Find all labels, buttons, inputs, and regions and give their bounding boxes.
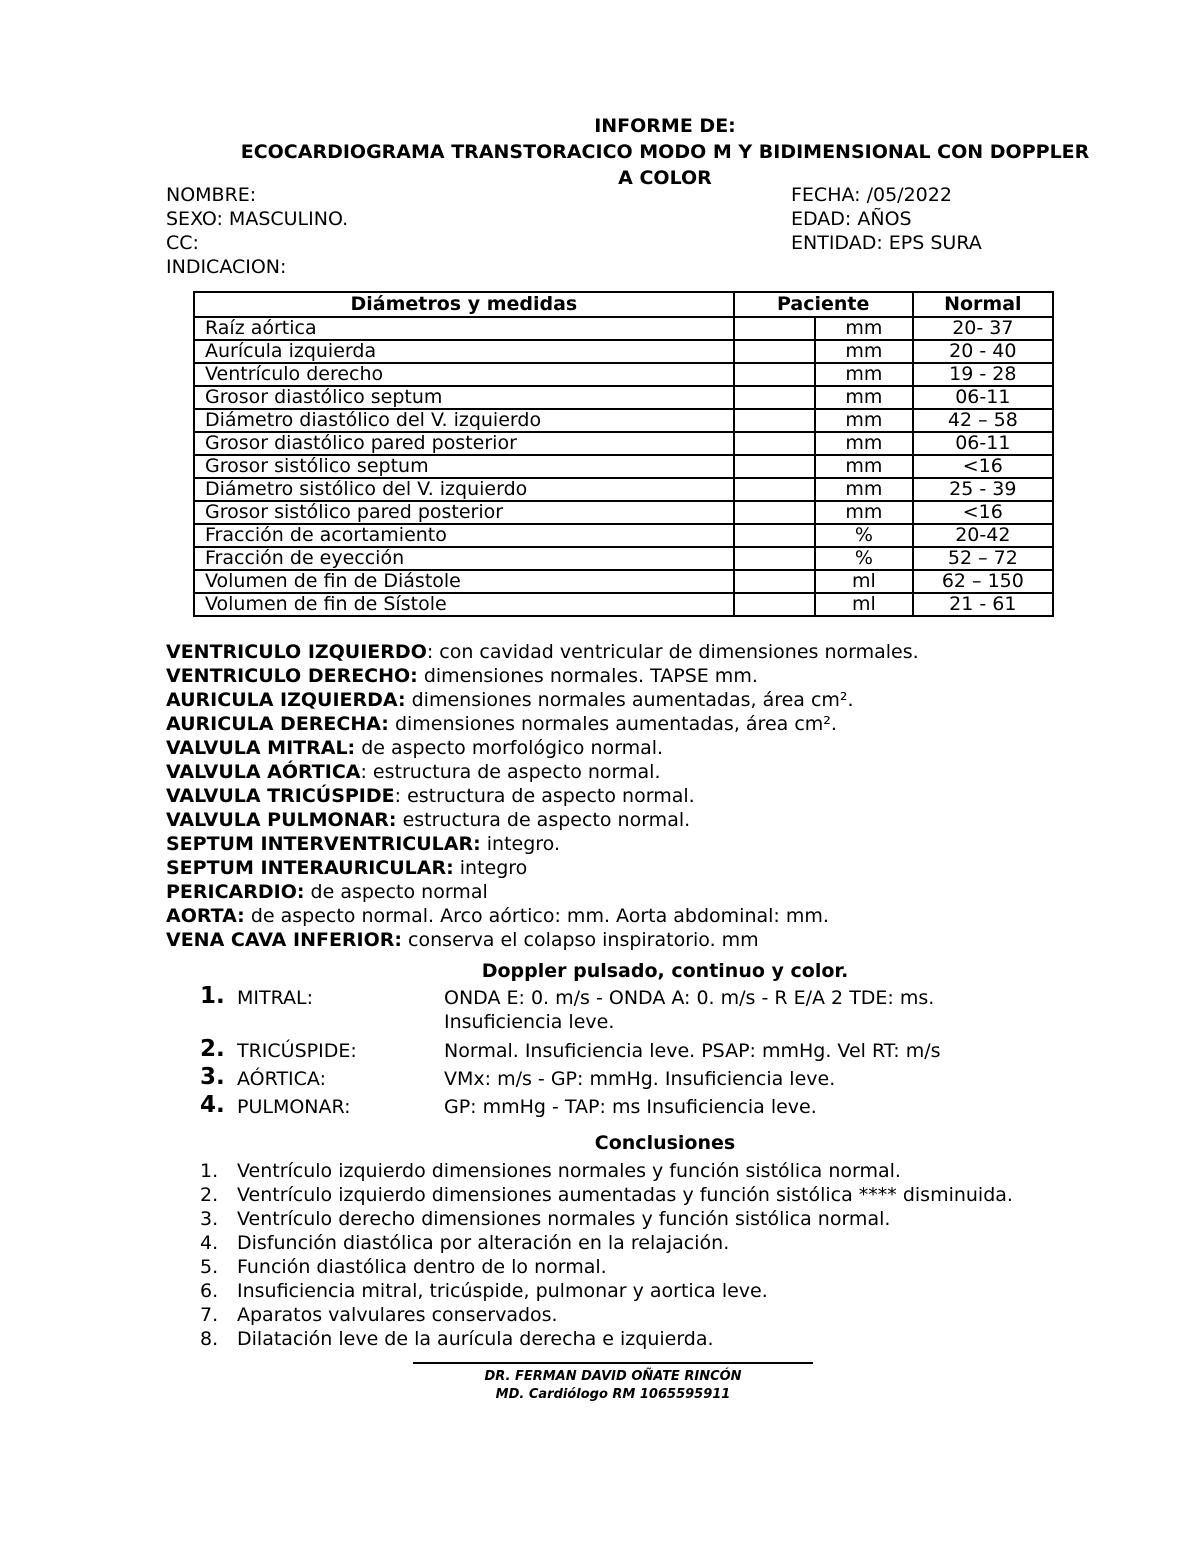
measure-value	[734, 363, 815, 386]
measurements-table	[193, 291, 1054, 617]
measure-value	[734, 409, 815, 432]
finding-label: VALVULA MITRAL:	[166, 737, 356, 759]
patient-age: EDAD: AÑOS	[791, 208, 912, 230]
doppler-value	[444, 986, 934, 1034]
finding-label: SEPTUM INTERAURICULAR:	[166, 857, 454, 879]
measure-unit: mm	[815, 455, 913, 478]
measure-value	[734, 593, 815, 616]
measure-normal: 52 – 72	[913, 547, 1053, 570]
finding-item	[166, 760, 919, 784]
measure-value	[734, 570, 815, 593]
doppler-value-line: ONDA E: 0. m/s - ONDA A: 0. m/s - R E/A 2 TDE: ms.	[444, 987, 935, 1009]
measure-normal: <16	[913, 501, 1053, 524]
conclusion-text: Ventrículo izquierdo dimensiones aumentadas y función sistólica **** disminuida.	[237, 1184, 1013, 1206]
conclusion-text: Dilatación leve de la aurícula derecha e izquierda.	[237, 1328, 714, 1350]
finding-text: de aspecto morfológico normal.	[355, 737, 664, 759]
finding-text: dimensiones normales. TAPSE mm.	[417, 665, 758, 687]
patient-entity: ENTIDAD: EPS SURA	[791, 232, 982, 254]
measure-unit: ml	[815, 570, 913, 593]
measure-normal: 42 – 58	[913, 409, 1053, 432]
finding-item	[166, 664, 919, 688]
finding-item	[166, 904, 919, 928]
title-line-2: ECOCARDIOGRAMA TRANSTORACICO MODO M Y BIDIMENSIONAL CON DOPPLER	[240, 141, 1090, 163]
doppler-number: 1.	[200, 983, 225, 1009]
table-row	[194, 570, 1053, 593]
conclusion-number: 5.	[200, 1256, 219, 1278]
finding-label: SEPTUM INTERVENTRICULAR:	[166, 833, 481, 855]
doppler-valve: MITRAL:	[237, 987, 314, 1009]
finding-text: conserva el colapso inspiratorio. mm	[402, 929, 759, 951]
header-normal: Normal	[913, 292, 1053, 317]
finding-label: VALVULA AÓRTICA	[166, 761, 361, 783]
report-date: FECHA: /05/2022	[791, 184, 952, 206]
finding-text: de aspecto normal	[304, 881, 488, 903]
finding-item	[166, 928, 919, 952]
finding-text: integro.	[480, 833, 560, 855]
finding-text: integro	[453, 857, 528, 879]
measure-normal: 20- 37	[913, 317, 1053, 340]
conclusion-text: Aparatos valvulares conservados.	[237, 1304, 558, 1326]
finding-text: : estructura de aspecto normal.	[360, 761, 661, 783]
measure-value	[734, 455, 815, 478]
measure-unit: %	[815, 547, 913, 570]
table-row	[194, 524, 1053, 547]
measure-label: Fracción de acortamiento	[194, 524, 734, 547]
measure-unit: mm	[815, 317, 913, 340]
table-row	[194, 340, 1053, 363]
finding-item	[166, 832, 919, 856]
conclusion-text: Ventrículo derecho dimensiones normales y función sistólica normal.	[237, 1208, 891, 1230]
measure-label: Volumen de fin de Diástole	[194, 570, 734, 593]
patient-indication: INDICACION:	[166, 256, 287, 278]
doppler-title: Doppler pulsado, continuo y color.	[481, 960, 849, 982]
conclusion-number: 6.	[200, 1280, 219, 1302]
patient-id: CC:	[166, 232, 199, 254]
doctor-title: MD. Cardiólogo RM 1065595911	[495, 1387, 731, 1402]
table-row	[194, 409, 1053, 432]
measure-value	[734, 547, 815, 570]
conclusion-text: Disfunción diastólica por alteración en la relajación.	[237, 1232, 730, 1254]
finding-label: PERICARDIO:	[166, 881, 305, 903]
measure-label: Aurícula izquierda	[194, 340, 734, 363]
findings-list	[166, 640, 919, 952]
doppler-value-line-2: Insuficiencia leve.	[444, 1011, 615, 1033]
table-row	[194, 501, 1053, 524]
finding-item	[166, 880, 919, 904]
header-diametros: Diámetros y medidas	[194, 292, 734, 317]
finding-item	[166, 640, 919, 664]
finding-text: de aspecto normal. Arco aórtico: mm. Aorta abdominal: mm.	[244, 905, 829, 927]
measure-label: Diámetro diastólico del V. izquierdo	[194, 409, 734, 432]
table-row	[194, 386, 1053, 409]
finding-label: VENTRICULO DERECHO:	[166, 665, 418, 687]
finding-label: AURICULA DERECHA:	[166, 713, 389, 735]
measure-normal: 20 - 40	[913, 340, 1053, 363]
finding-text: : estructura de aspecto normal.	[394, 785, 695, 807]
measure-value	[734, 478, 815, 501]
measure-value	[734, 501, 815, 524]
table-row	[194, 593, 1053, 616]
measure-unit: %	[815, 524, 913, 547]
doctor-name: DR. FERMAN DAVID OÑATE RINCÓN	[484, 1369, 742, 1384]
patient-sex: SEXO: MASCULINO.	[166, 208, 349, 230]
measure-normal: 21 - 61	[913, 593, 1053, 616]
measure-label: Diámetro sistólico del V. izquierdo	[194, 478, 734, 501]
measure-normal: <16	[913, 455, 1053, 478]
measure-unit: mm	[815, 478, 913, 501]
measure-normal: 06-11	[913, 432, 1053, 455]
table-row	[194, 363, 1053, 386]
table-row	[194, 478, 1053, 501]
measure-unit: mm	[815, 340, 913, 363]
patient-info-right	[791, 183, 982, 255]
finding-text: dimensiones normales aumentadas, área cm².	[405, 689, 854, 711]
doppler-number: 3.	[200, 1064, 225, 1090]
finding-label: AORTA:	[166, 905, 245, 927]
header-paciente: Paciente	[734, 292, 913, 317]
measure-label: Grosor sistólico septum	[194, 455, 734, 478]
conclusion-text: Función diastólica dentro de lo normal.	[237, 1256, 607, 1278]
measure-unit: mm	[815, 363, 913, 386]
conclusion-text: Ventrículo izquierdo dimensiones normales y función sistólica normal.	[237, 1160, 901, 1182]
finding-item	[166, 808, 919, 832]
measure-unit: mm	[815, 432, 913, 455]
measure-label: Raíz aórtica	[194, 317, 734, 340]
finding-item	[166, 712, 919, 736]
finding-text: dimensiones normales aumentadas, área cm².	[388, 713, 837, 735]
doppler-valve: PULMONAR:	[237, 1096, 351, 1118]
finding-label: VALVULA TRICÚSPIDE	[166, 785, 395, 807]
conclusion-number: 1.	[200, 1160, 219, 1182]
report-title	[165, 113, 1165, 191]
measure-label: Fracción de eyección	[194, 547, 734, 570]
doppler-valve: AÓRTICA:	[237, 1068, 326, 1090]
table-row	[194, 317, 1053, 340]
finding-label: VENTRICULO IZQUIERDO	[166, 641, 427, 663]
measure-value	[734, 340, 815, 363]
measure-label: Volumen de fin de Sístole	[194, 593, 734, 616]
signature-line	[413, 1362, 813, 1364]
measure-unit: mm	[815, 386, 913, 409]
title-line-1: INFORME DE:	[594, 115, 736, 137]
finding-label: VENA CAVA INFERIOR:	[166, 929, 403, 951]
finding-item	[166, 736, 919, 760]
measure-unit: mm	[815, 409, 913, 432]
doppler-value: GP: mmHg - TAP: ms Insuficiencia leve.	[444, 1096, 817, 1118]
doppler-number: 4.	[200, 1092, 225, 1118]
patient-name: NOMBRE:	[166, 184, 257, 206]
measure-normal: 19 - 28	[913, 363, 1053, 386]
doppler-number: 2.	[200, 1036, 225, 1062]
conclusion-number: 3.	[200, 1208, 219, 1230]
signature-block	[413, 1368, 813, 1404]
finding-item	[166, 688, 919, 712]
measure-normal: 20-42	[913, 524, 1053, 547]
finding-label: VALVULA PULMONAR:	[166, 809, 397, 831]
conclusion-number: 2.	[200, 1184, 219, 1206]
table-row	[194, 432, 1053, 455]
measure-normal: 62 – 150	[913, 570, 1053, 593]
finding-item	[166, 784, 919, 808]
measure-unit: ml	[815, 593, 913, 616]
conclusion-text: Insuficiencia mitral, tricúspide, pulmonar y aortica leve.	[237, 1280, 768, 1302]
measure-normal: 25 - 39	[913, 478, 1053, 501]
measure-value	[734, 524, 815, 547]
table-header-row	[194, 292, 1053, 317]
measure-value	[734, 432, 815, 455]
measure-label: Grosor sistólico pared posterior	[194, 501, 734, 524]
table-row	[194, 455, 1053, 478]
doppler-valve: TRICÚSPIDE:	[237, 1040, 357, 1062]
finding-text: estructura de aspecto normal.	[396, 809, 691, 831]
patient-info-left	[166, 183, 348, 279]
conclusion-number: 7.	[200, 1304, 219, 1326]
finding-label: AURICULA IZQUIERDA:	[166, 689, 406, 711]
doppler-value: VMx: m/s - GP: mmHg. Insuficiencia leve.	[444, 1068, 836, 1090]
conclusions-title: Conclusiones	[594, 1132, 736, 1154]
measure-normal: 06-11	[913, 386, 1053, 409]
measure-label: Ventrículo derecho	[194, 363, 734, 386]
measure-value	[734, 317, 815, 340]
measure-label: Grosor diastólico septum	[194, 386, 734, 409]
finding-item	[166, 856, 919, 880]
measure-value	[734, 386, 815, 409]
conclusion-number: 8.	[200, 1328, 219, 1350]
finding-text: : con cavidad ventricular de dimensiones normales.	[426, 641, 919, 663]
conclusion-number: 4.	[200, 1232, 219, 1254]
table-row	[194, 547, 1053, 570]
measure-unit: mm	[815, 501, 913, 524]
doppler-value: Normal. Insuficiencia leve. PSAP: mmHg. Vel RT: m/s	[444, 1040, 941, 1062]
title-line-3: A COLOR	[618, 167, 712, 189]
measure-label: Grosor diastólico pared posterior	[194, 432, 734, 455]
